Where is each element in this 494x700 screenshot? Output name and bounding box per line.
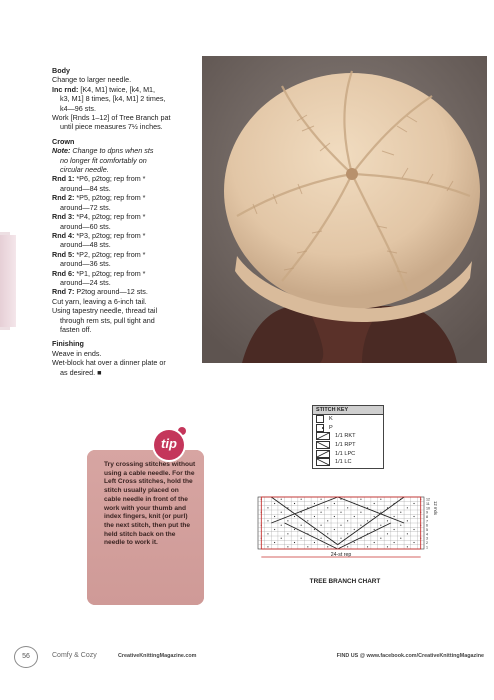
round-label: Rnd 3: [52,212,75,222]
purl-dot [387,533,388,534]
stitch-key-label: P [329,424,333,431]
row-number: 8 [426,515,428,520]
purl-dot [294,542,295,543]
stitch-key-title: STITCH KEY [313,406,383,415]
row-number: 2 [426,541,428,546]
purl-dot [327,546,328,547]
purl-dot [340,538,341,539]
purl-dot [380,538,381,539]
finishing-heading: Finishing [52,339,84,349]
purl-dot [320,499,321,500]
round-line: Rnd 5: *P2, p2tog; rep from * [52,249,146,259]
purl-dot [294,529,295,530]
stitch-key-label: 1/1 LC [335,459,352,466]
magazine-section: Comfy & Cozy [52,652,97,659]
stitch-key-row [313,441,383,450]
purl-dot [287,533,288,534]
crown-after-line: through rem sts, pull tight and [60,315,155,325]
purl-dot [314,529,315,530]
purl-dot [267,507,268,508]
purl-dot [320,512,321,513]
page-number: 56 [14,646,38,668]
purl-dot [354,516,355,517]
note-label: Note: [52,146,71,156]
stitch-symbol-icon [316,441,330,449]
tip-text: Try crossing stitches without using a cable needle. For the Left Cross stitches, hold the stitch usually placed on cable needle in front of the work with your thumb and index fingers, knit (or purl) the next stitch, then put the held stitch back on the needle to work it. [104,461,196,547]
crown-after-line: fasten off. [60,324,92,334]
stitch-symbol-icon [316,450,330,458]
purl-dot [380,525,381,526]
stitch-symbol-icon [316,458,330,466]
purl-dot [367,546,368,547]
row-number: 1 [426,545,428,550]
purl-dot [281,538,282,539]
row-number: 3 [426,536,428,541]
crown-note-line: Note: Change to dpns when sts [52,146,154,156]
row-number: 11 [426,502,430,507]
purl-dot [267,533,268,534]
purl-dot [327,520,328,521]
purl-dot [334,503,335,504]
purl-dot [281,499,282,500]
round-label: Rnd 2: [52,193,75,203]
purl-dot [347,533,348,534]
purl-dot [374,516,375,517]
purl-dot [394,516,395,517]
purl-dot [407,507,408,508]
round-line-cont: around—24 sts. [60,277,111,287]
purl-dot [287,546,288,547]
purl-dot [314,542,315,543]
purl-dot [360,512,361,513]
purl-dot [340,512,341,513]
row-number: 9 [426,510,428,515]
purl-dot [394,542,395,543]
purl-dot [320,525,321,526]
stitch-symbol-icon [316,415,324,423]
purl-dot [301,525,302,526]
body-line: Inc rnd: [K4, M1] twice, [k4, M1, [52,84,156,94]
round-line: Rnd 4: *P3, p2tog; rep from * [52,230,146,240]
crown-heading: Crown [52,136,75,146]
purl-dot [307,546,308,547]
purl-dot [360,499,361,500]
round-line-cont: around—36 sts. [60,259,111,269]
purl-dot [394,529,395,530]
body-line: k3, M1] 8 times, [k4, M1] 2 times, [60,94,166,104]
rounds-label: 12 rnds [433,501,438,515]
round-line: Rnd 1: *P6, p2tog; rep from * [52,174,146,184]
purl-dot [400,512,401,513]
crown-note-line: circular needle. [60,165,109,175]
row-number: 7 [426,519,428,524]
body-lines [52,75,212,131]
purl-dot [367,520,368,521]
purl-dot [354,542,355,543]
stitch-key [312,405,384,469]
crown-note-line: no longer fit comfortably on [60,155,147,165]
purl-dot [320,538,321,539]
body-line: Change to larger needle. [52,75,132,85]
body-heading: Body [52,66,70,75]
row-number: 5 [426,528,428,533]
purl-dot [374,503,375,504]
purl-dot [334,529,335,530]
purl-dot [387,546,388,547]
body-line: k4—96 sts. [60,103,96,113]
pattern-instructions [52,66,212,377]
facebook-link[interactable]: FIND US @ www.facebook.com/CreativeKnittingMagazine [336,653,484,659]
stitch-key-row [313,432,383,441]
purl-dot [374,542,375,543]
round-line: Rnd 6: *P1, p2tog; rep from * [52,268,146,278]
purl-dot [380,512,381,513]
purl-dot [274,542,275,543]
stitch-key-label: 1/1 RPT [335,442,356,449]
instruction-label: Inc rnd: [52,84,79,94]
round-label: Rnd 6: [52,268,75,278]
stitch-symbol-icon [316,432,330,440]
stitch-symbol-icon [316,424,324,432]
crown-after-lines [52,297,212,335]
purl-dot [274,516,275,517]
purl-dot [334,516,335,517]
purl-dot [281,525,282,526]
purl-dot [374,529,375,530]
stitch-key-row [313,449,383,458]
magazine-url[interactable]: CreativeKnittingMagazine.com [118,653,197,659]
chart-caption: TREE BRANCH CHART [309,578,381,585]
stitch-key-label: 1/1 RKT [335,433,356,440]
purl-dot [314,503,315,504]
purl-dot [347,520,348,521]
purl-dot [301,499,302,500]
crown-note [52,146,212,174]
purl-dot [347,507,348,508]
hat-photo-illustration [202,56,487,363]
purl-dot [287,520,288,521]
round-line-cont: around—84 sts. [60,183,111,193]
purl-dot [360,525,361,526]
stitch-key-row [313,424,383,433]
purl-dot [274,503,275,504]
purl-dot [407,546,408,547]
purl-dot [294,503,295,504]
purl-dot [294,516,295,517]
round-label: Rnd 7: [52,287,75,297]
purl-dot [267,546,268,547]
purl-dot [314,516,315,517]
tip-badge: tip [154,430,184,460]
purl-dot [274,529,275,530]
round-label: Rnd 4: [52,230,75,240]
finishing-lines [52,349,212,377]
purl-dot [307,520,308,521]
round-line-cont: around—48 sts. [60,240,111,250]
purl-dot [327,533,328,534]
purl-dot [407,533,408,534]
purl-dot [400,538,401,539]
round-line-cont: around—60 sts. [60,221,111,231]
purl-dot [267,520,268,521]
purl-dot [407,520,408,521]
row-number: 4 [426,532,428,537]
purl-dot [340,525,341,526]
body-line: Work [Rnds 1–12] of Tree Branch pat [52,113,171,123]
row-number: 10 [426,506,430,511]
purl-dot [301,538,302,539]
hat-photo [202,56,487,363]
round-label: Rnd 1: [52,174,75,184]
purl-dot [347,546,348,547]
round-line-cont: around—72 sts. [60,202,111,212]
row-number: 6 [426,523,428,528]
repeat-label: 24-st rep [330,552,352,558]
purl-dot [281,512,282,513]
chart-grid-svg [255,494,438,566]
page-edge-tab [0,235,16,327]
body-line: until piece measures 7½ inches. [60,122,163,132]
stitch-key-label: K [329,416,333,423]
purl-dot [413,503,414,504]
round-line: Rnd 2: *P5, p2tog; rep from * [52,193,146,203]
purl-dot [400,525,401,526]
purl-dot [354,529,355,530]
round-line: Rnd 3: *P4, p2tog; rep from * [52,212,146,222]
purl-dot [380,499,381,500]
stitch-key-label: 1/1 LPC [335,450,356,457]
crown-after-line: Cut yarn, leaving a 6-inch tail. [52,296,147,306]
stitch-key-row [313,415,383,424]
round-label: Rnd 5: [52,249,75,259]
purl-dot [413,542,414,543]
purl-dot [387,520,388,521]
stitch-key-row [313,458,383,467]
tree-branch-chart [255,494,438,566]
finishing-line: Wet-block hat over a dinner plate or [52,358,166,368]
finishing-line: Weave in ends. [52,348,102,358]
round-line: Rnd 7: P2tog around—12 sts. [52,287,148,297]
purl-dot [413,529,414,530]
purl-dot [413,516,414,517]
row-number: 12 [426,497,430,502]
crown-after-line: Using tapestry needle, thread tail [52,306,158,316]
finishing-line: as desired. ■ [60,367,102,377]
purl-dot [327,507,328,508]
crown-rounds [52,174,212,296]
